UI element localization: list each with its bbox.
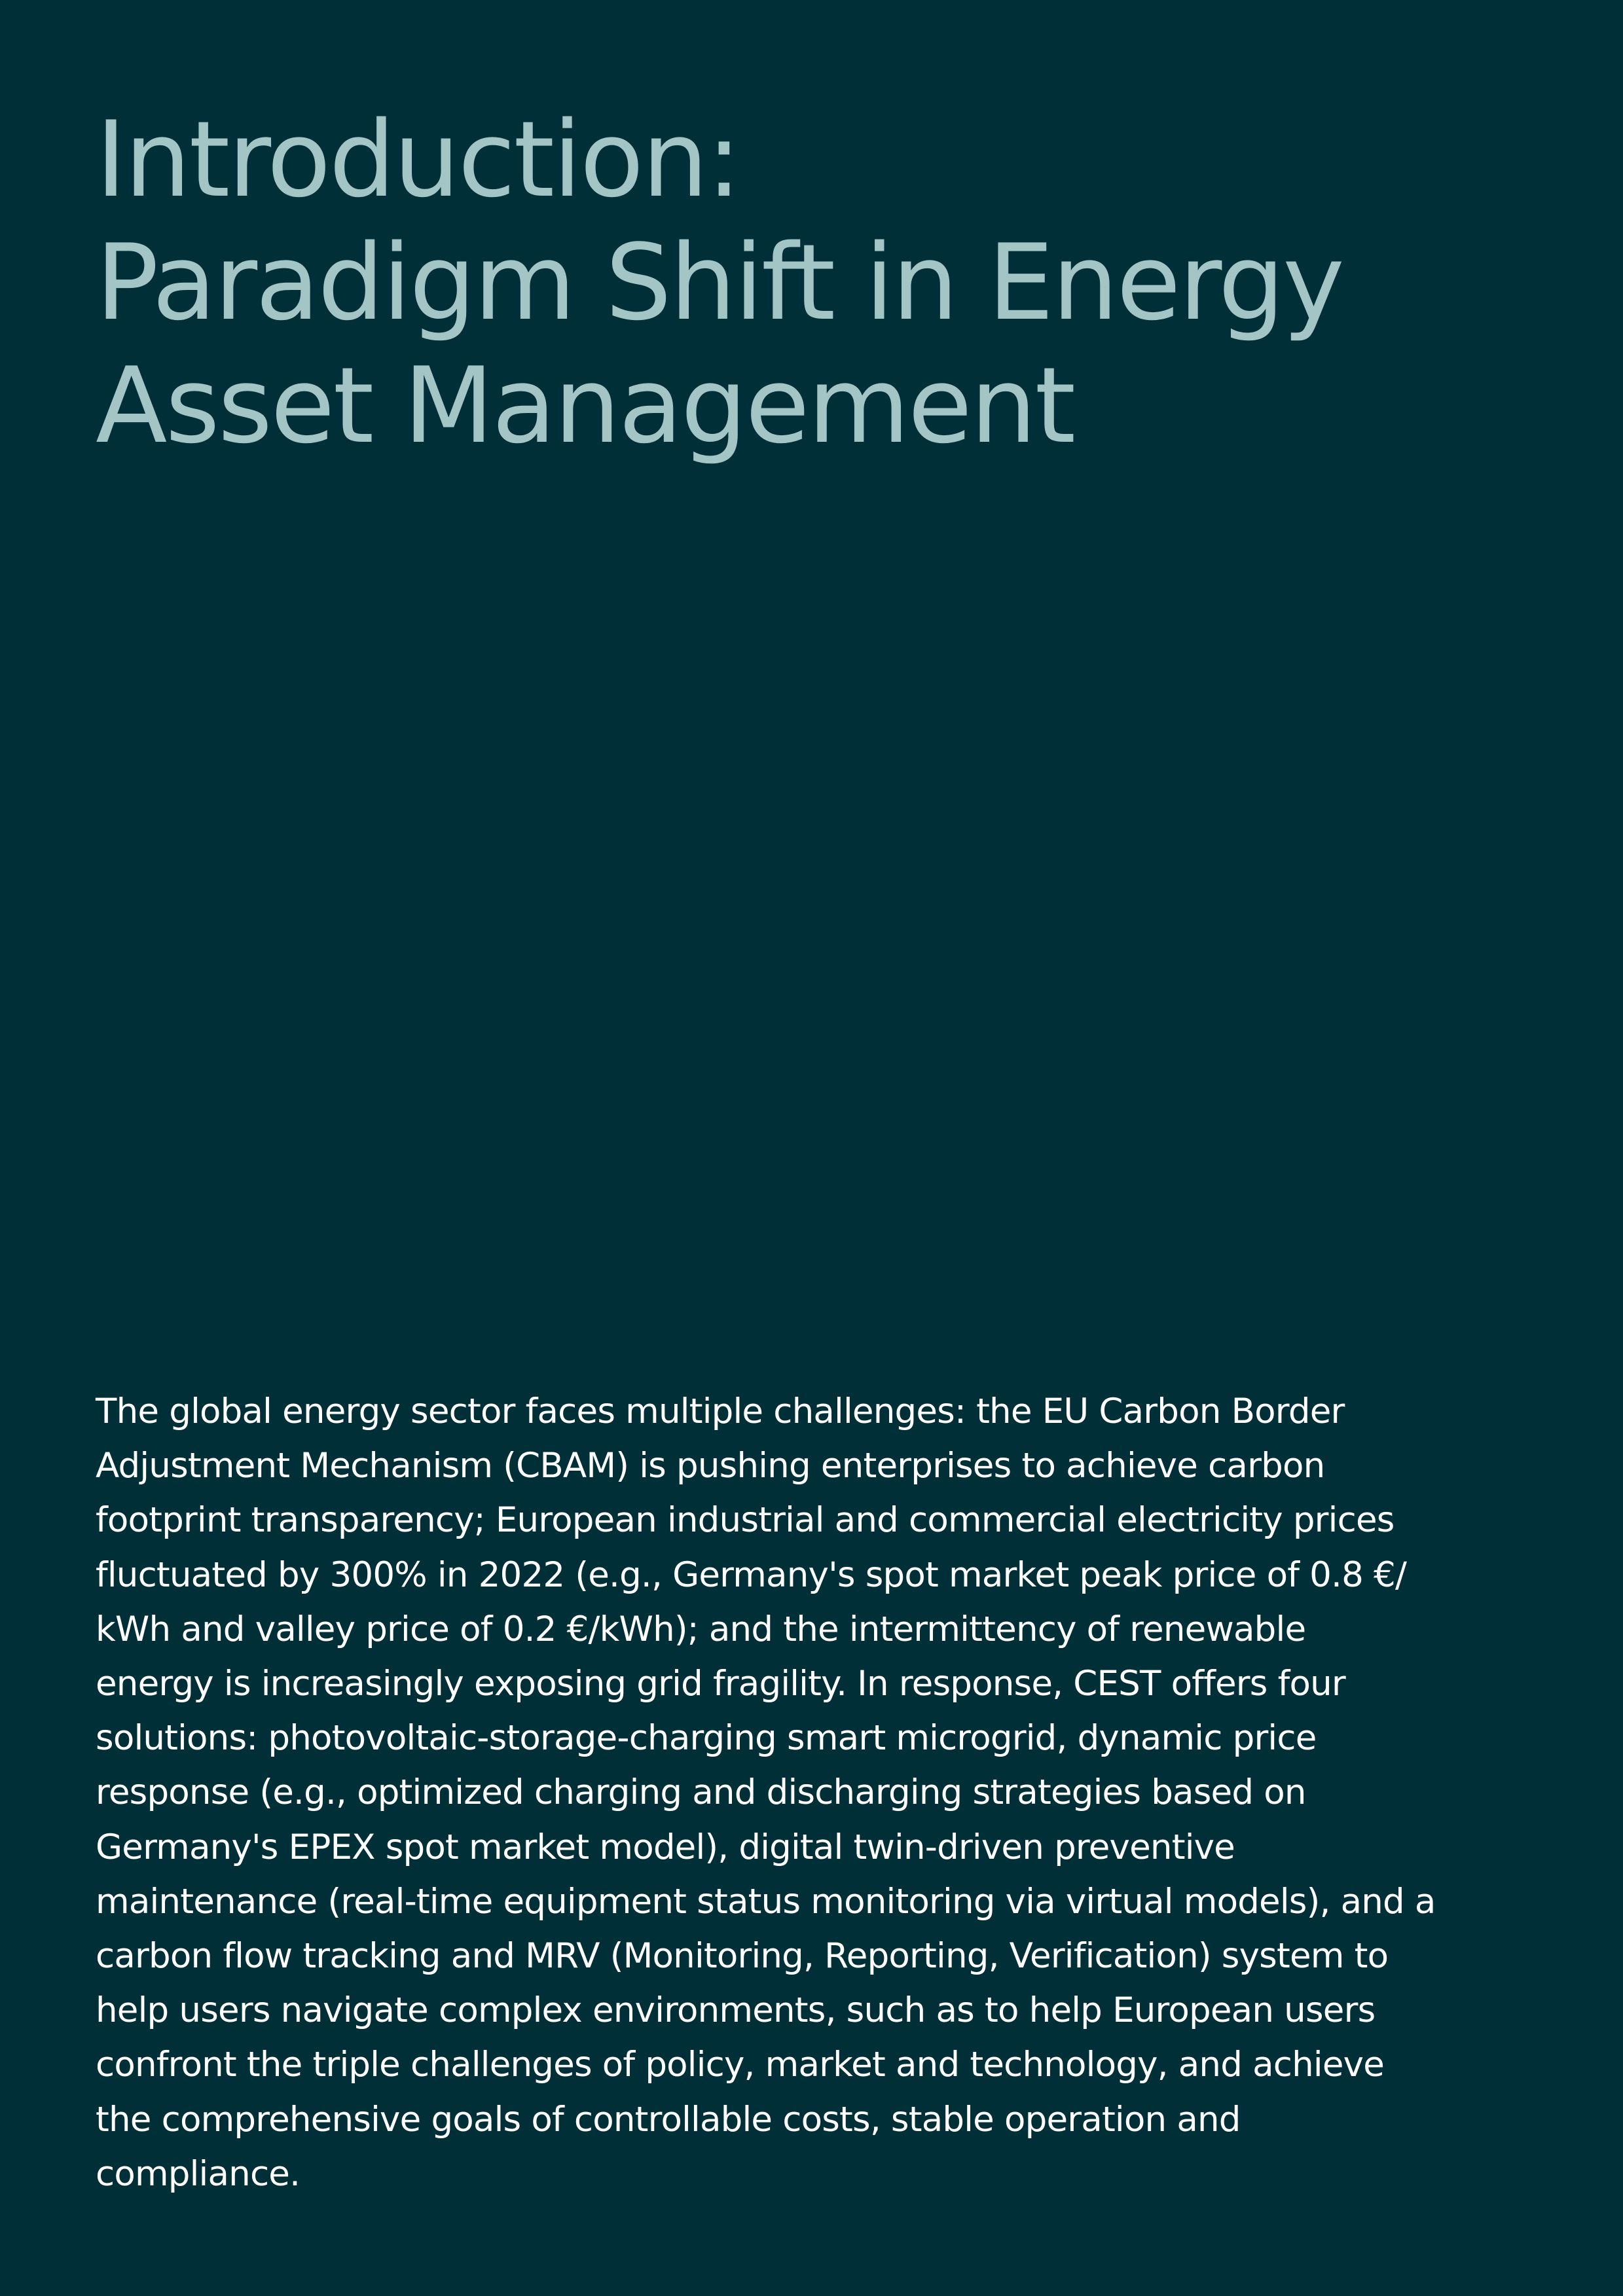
title-line: Paradigm Shift in Energy [96, 221, 1343, 344]
body-line: carbon flow tracking and MRV (Monitoring, Reporting, Verification) system to [96, 1936, 1389, 1977]
body-line: the comprehensive goals of controllable costs, stable operation and [96, 2099, 1241, 2140]
body-line: fluctuated by 300% in 2022 (e.g., Germany's spot market peak price of 0.8 €/ [96, 1554, 1407, 1595]
body-line: energy is increasingly exposing grid fragility. In response, CEST offers four [96, 1664, 1345, 1704]
body-line: footprint transparency; European industrial and commercial electricity prices [96, 1500, 1395, 1541]
body-line: maintenance (real-time equipment status monitoring via virtual models), and a [96, 1881, 1436, 1922]
body-line: compliance. [96, 2153, 301, 2194]
title-line: Asset Management [96, 344, 1074, 467]
body-line: solutions: photovoltaic-storage-charging smart microgrid, dynamic price [96, 1718, 1317, 1759]
page-title [96, 98, 1536, 467]
title-line: Introduction: [96, 98, 740, 221]
body-line: help users navigate complex environments, such as to help European users [96, 1990, 1376, 2031]
body-paragraph [96, 1384, 1536, 2201]
body-line: response (e.g., optimized charging and discharging strategies based on [96, 1772, 1306, 1813]
body-line: Adjustment Mechanism (CBAM) is pushing enterprises to achieve carbon [96, 1446, 1325, 1486]
body-line: Germany's EPEX spot market model), digital twin-driven preventive [96, 1827, 1235, 1867]
body-line: kWh and valley price of 0.2 €/kWh); and the intermittency of renewable [96, 1609, 1306, 1649]
body-line: The global energy sector faces multiple challenges: the EU Carbon Border [96, 1391, 1345, 1431]
body-line: confront the triple challenges of policy, market and technology, and achieve [96, 2045, 1385, 2085]
